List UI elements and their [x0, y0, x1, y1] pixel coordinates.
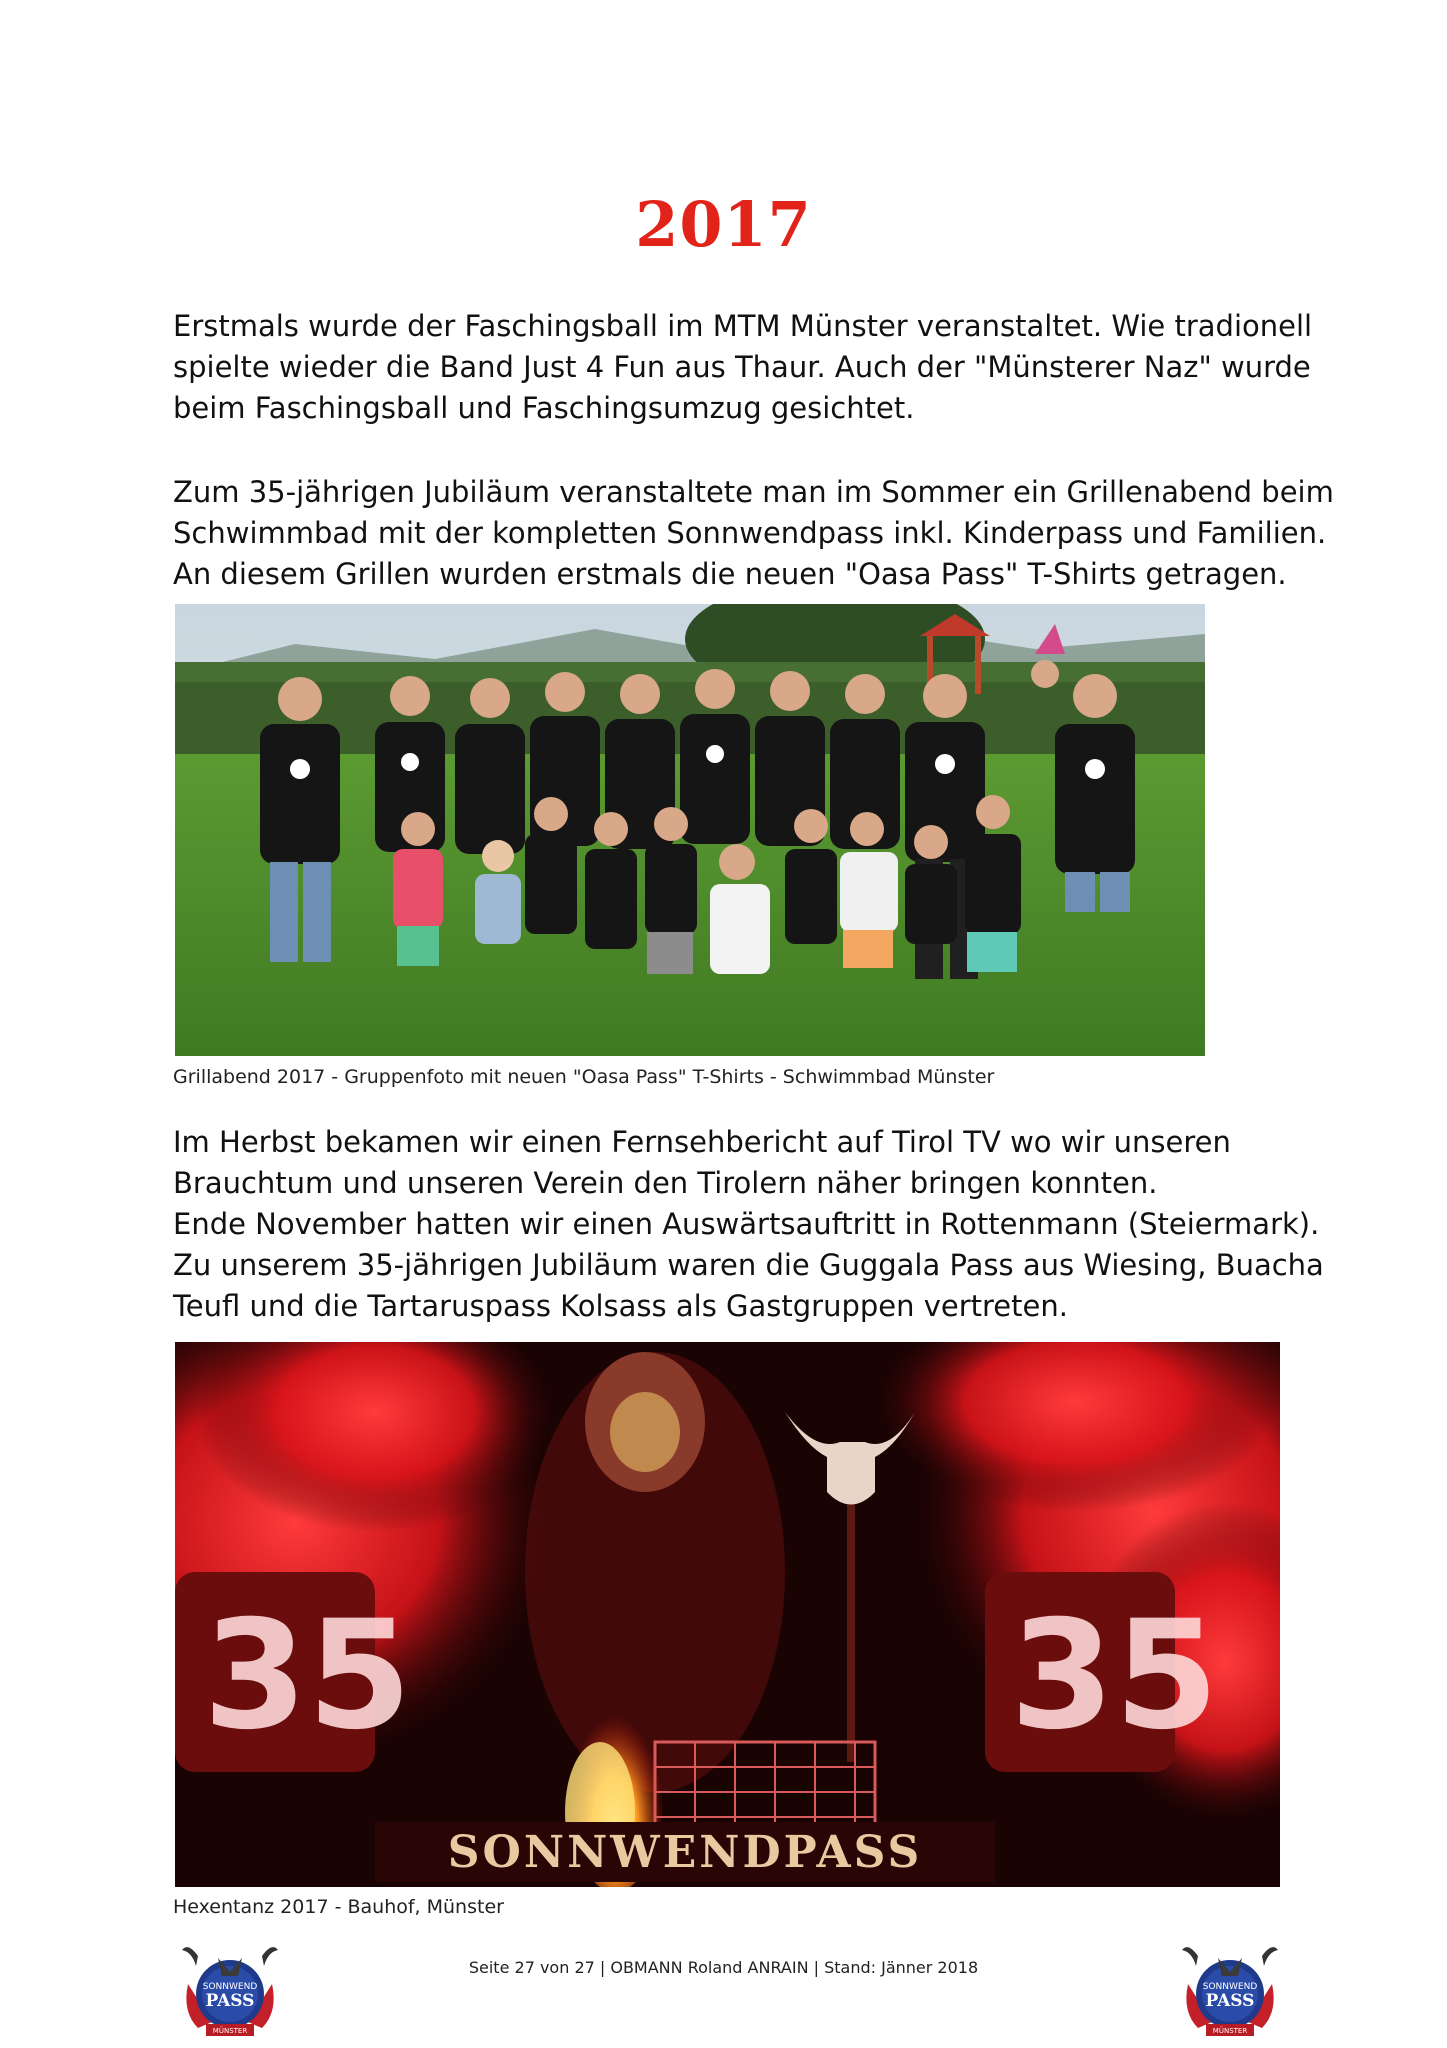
group-photo-illustration: [175, 604, 1205, 1056]
photo-caption-grillabend: Grillabend 2017 - Gruppenfoto mit neuen "Oasa Pass" T-Shirts - Schwimmbad Münster: [173, 1066, 995, 1088]
hexentanz-photo: [175, 1342, 1280, 1887]
text-line: An diesem Grillen wurden erstmals die neuen "Oasa Pass" T-Shirts getragen.: [173, 557, 1287, 591]
banner-text: SONNWENDPASS: [447, 1827, 923, 1878]
text-line: Schwimmbad mit der kompletten Sonnwendpass inkl. Kinderpass und Familien.: [173, 516, 1327, 550]
text-line: beim Faschingsball und Faschingsumzug gesichtet.: [173, 391, 915, 425]
logo-right-text-top: SONNWEND: [1202, 1982, 1258, 1992]
logo-right-text-main: PASS: [1205, 1991, 1255, 2011]
text-line: Brauchtum und unseren Verein den Tirolern näher bringen konnten.: [173, 1166, 1158, 1200]
text-line: Zum 35-jährigen Jubiläum veranstaltete man im Sommer ein Grillenabend beim: [173, 475, 1334, 509]
hexentanz-illustration: [175, 1342, 1280, 1887]
text-line: Ende November hatten wir einen Auswärtsauftritt in Rottenmann (Steiermark).: [173, 1207, 1320, 1241]
text-line: Teufl und die Tartaruspass Kolsass als Gastgruppen vertreten.: [173, 1289, 1068, 1323]
text-line: spielte wieder die Band Just 4 Fun aus Thaur. Auch der "Münsterer Naz" wurde: [173, 350, 1311, 384]
footer-text: Seite 27 von 27 | OBMANN Roland ANRAIN | Stand: Jänner 2018: [468, 1958, 979, 1977]
sign-left-number: 35: [203, 1589, 412, 1763]
sign-right-number: 35: [1010, 1589, 1219, 1763]
club-logo-right: [1178, 1938, 1282, 2042]
text-line: Erstmals wurde der Faschingsball im MTM Münster veranstaltet. Wie tradionell: [173, 309, 1313, 343]
page-title: 2017: [635, 188, 812, 261]
paragraph-faschingsball: [173, 306, 1313, 429]
logo-left-text-top: SONNWEND: [202, 1982, 258, 1992]
logo-left-text-bottom: MÜNSTER: [212, 2027, 248, 2035]
photo-caption-hexentanz: Hexentanz 2017 - Bauhof, Münster: [173, 1896, 504, 1918]
text-line: Im Herbst bekamen wir einen Fernsehbericht auf Tirol TV wo wir unseren: [173, 1125, 1231, 1159]
logo-left-text-main: PASS: [205, 1991, 255, 2011]
text-line: Zu unserem 35-jährigen Jubiläum waren die Guggala Pass aus Wiesing, Buacha: [173, 1248, 1324, 1282]
logo-right-text-bottom: MÜNSTER: [1212, 2027, 1248, 2035]
club-logo-left: [178, 1938, 282, 2042]
paragraph-herbst: [173, 1122, 1324, 1327]
paragraph-jubilaeum: [173, 472, 1334, 595]
group-photo: [175, 604, 1205, 1056]
